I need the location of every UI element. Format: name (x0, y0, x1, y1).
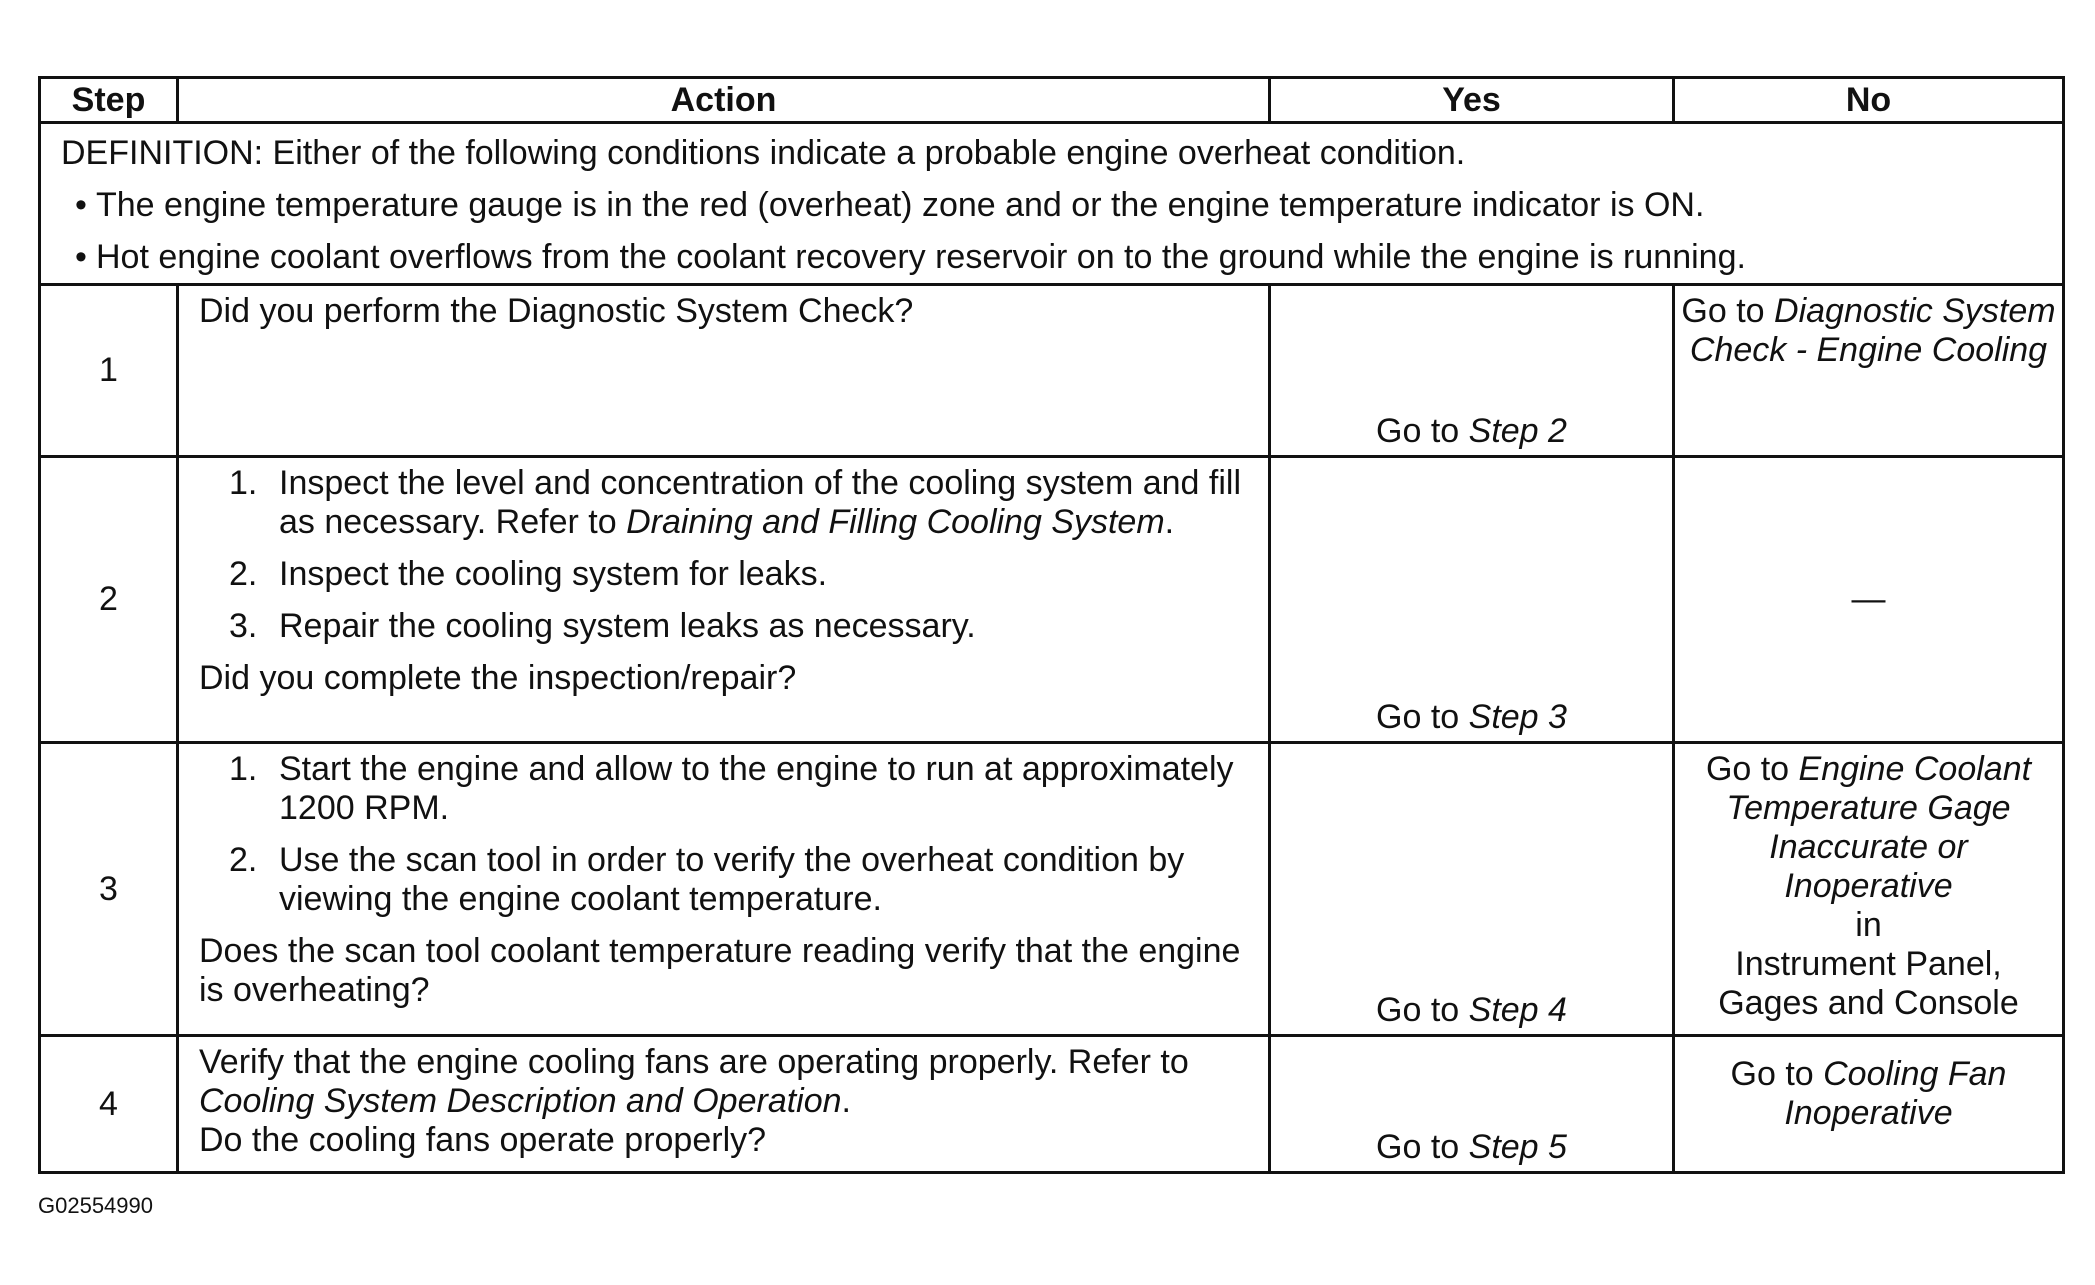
no-prefix: Go to (1705, 750, 1799, 788)
no-reference-link[interactable]: Diagnostic System Check - Engine Cooling (1689, 292, 2056, 369)
figure-id: G02554990 (38, 1193, 153, 1218)
action-text-tail: . (841, 1082, 851, 1120)
diagnostic-table (38, 76, 2065, 1174)
no-dash: — (1851, 580, 1886, 618)
header-yes: Yes (1270, 78, 1674, 123)
action-question: Did you complete the inspection/repair? (199, 659, 797, 697)
list-item (199, 841, 1248, 919)
yes-prefix: Go to (1376, 1128, 1469, 1166)
no-cell (1674, 457, 2064, 743)
no-section-name: Instrument Panel, Gages and Console (1718, 945, 2019, 1022)
table-row (40, 457, 2064, 743)
item-text: Inspect the level and concentration of the cooling system and fill as necessary. Refer to (279, 464, 1242, 541)
action-step-list (199, 464, 1248, 646)
yes-cell (1270, 285, 1674, 457)
step-number: 3 (40, 743, 178, 1036)
action-cell (178, 743, 1270, 1036)
list-item (199, 750, 1248, 828)
definition-cell (40, 123, 2064, 285)
header-no: No (1674, 78, 2064, 123)
list-item (199, 464, 1248, 542)
action-text-lead: Verify that the engine cooling fans are operating properly. Refer to (199, 1043, 1189, 1081)
step-number: 2 (40, 457, 178, 743)
header-row (40, 78, 2064, 123)
action-question: Do the cooling fans operate properly? (199, 1121, 767, 1159)
action-question: Does the scan tool coolant temperature reading verify that the engine is overheating? (199, 932, 1241, 1009)
action-cell (178, 457, 1270, 743)
definition-bullet: • The engine temperature gauge is in the red (overheat) zone and or the engine temperature indicator is ON. (61, 186, 2042, 225)
definition-row (40, 123, 2064, 285)
no-reference-link[interactable]: Cooling Fan Inoperative (1784, 1055, 2007, 1132)
yes-prefix: Go to (1376, 412, 1469, 450)
action-cell (178, 285, 1270, 457)
yes-step-link[interactable]: Step 5 (1468, 1128, 1567, 1166)
table-row (40, 743, 2064, 1036)
table-row (40, 285, 2064, 457)
definition-bullet: • Hot engine coolant overflows from the coolant recovery reservoir on to the ground while the engine is running. (61, 238, 2042, 277)
header-action: Action (178, 78, 1270, 123)
reference-link[interactable]: Cooling System Description and Operation (199, 1082, 842, 1120)
item-text: Start the engine and allow to the engine to run at approximately 1200 RPM. (279, 750, 1234, 827)
definition-text: DEFINITION: Either of the following conditions indicate a probable engine overheat condition. (61, 134, 1466, 172)
yes-step-link[interactable]: Step 2 (1468, 412, 1567, 450)
yes-cell (1270, 457, 1674, 743)
header-step: Step (40, 78, 178, 123)
no-reference-link[interactable]: Engine Coolant Temperature Gage Inaccurate or Inoperative (1726, 750, 2032, 905)
action-question: Did you perform the Diagnostic System Check? (199, 292, 914, 330)
yes-prefix: Go to (1376, 991, 1469, 1029)
action-step-list (199, 750, 1248, 919)
item-number: 2. (229, 841, 258, 879)
yes-step-link[interactable]: Step 3 (1468, 698, 1567, 736)
action-cell (178, 1036, 1270, 1173)
reference-link[interactable]: Draining and Filling Cooling System (626, 503, 1165, 541)
item-text: Repair the cooling system leaks as necessary. (279, 607, 976, 645)
step-number: 1 (40, 285, 178, 457)
no-cell (1674, 743, 2064, 1036)
no-prefix: Go to (1730, 1055, 1824, 1093)
yes-cell (1270, 743, 1674, 1036)
yes-prefix: Go to (1376, 698, 1469, 736)
yes-step-link[interactable]: Step 4 (1468, 991, 1567, 1029)
yes-cell (1270, 1036, 1674, 1173)
list-item (199, 607, 1248, 646)
item-number: 3. (229, 607, 258, 645)
table-row (40, 1036, 2064, 1173)
no-prefix: Go to (1681, 292, 1775, 330)
item-tail: . (1164, 503, 1175, 541)
action-text (199, 1043, 1248, 1121)
list-item (199, 555, 1248, 594)
step-number: 4 (40, 1036, 178, 1173)
item-number: 1. (229, 464, 258, 502)
item-text: Inspect the cooling system for leaks. (279, 555, 828, 593)
no-in-text: in (1855, 906, 1882, 944)
item-text: Use the scan tool in order to verify the overheat condition by viewing the engine coolant temperature. (279, 841, 1185, 918)
item-number: 2. (229, 555, 258, 593)
item-number: 1. (229, 750, 258, 788)
no-cell (1674, 1036, 2064, 1173)
no-cell (1674, 285, 2064, 457)
